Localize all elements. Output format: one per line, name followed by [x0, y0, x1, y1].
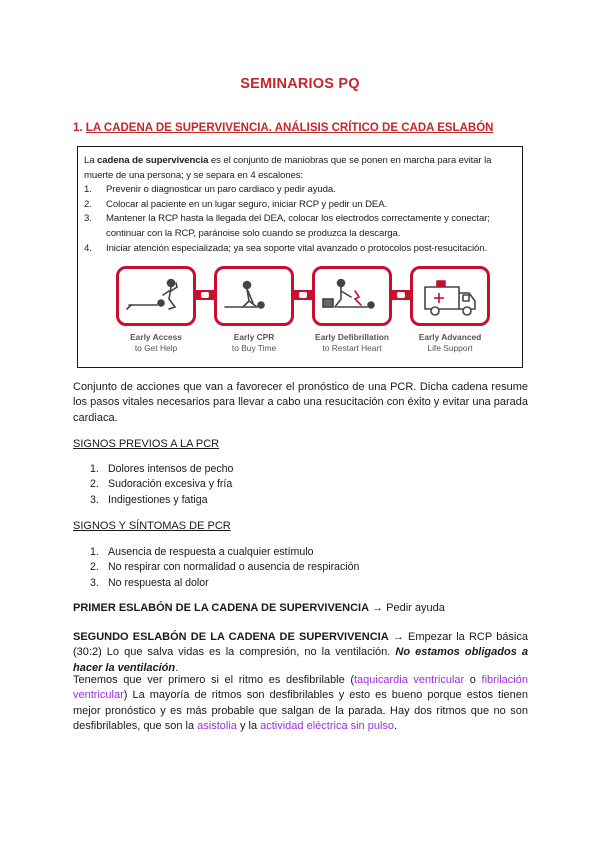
- signos-sintomas-list: [90, 545, 359, 591]
- list-item: [90, 560, 359, 575]
- step-number: 4.: [84, 242, 92, 254]
- intro-bold: cadena de supervivencia: [97, 155, 209, 166]
- highlight-taquicardia: taquicardia ventricular: [354, 674, 465, 686]
- list-text: No respuesta al dolor: [108, 576, 209, 589]
- chain-label-subtitle: to Get Help: [134, 343, 178, 353]
- figure-step: [84, 198, 520, 213]
- signos-previos-list: [90, 462, 233, 508]
- list-number: 3.: [90, 493, 99, 506]
- section-1-title: LA CADENA DE SUPERVIVENCIA. ANÁLISIS CRÍTICO DE CADA ESLABÓN: [85, 122, 494, 134]
- list-item: [90, 576, 359, 591]
- ritmos-text: ) La mayoría de ritmos son desfibrilables y esto es bueno porque estos tienen mejor pronóstico y es más probable que salgan de la parada. Hay dos ritmos que no son desfibrilables, que son la: [73, 689, 528, 733]
- segundo-eslabon-text: → Empezar la RCP básica (30:2) Lo que salva vidas es la compresión, no la ventilación.: [73, 631, 528, 659]
- figure-step: [84, 242, 520, 257]
- primer-eslabon-title: PRIMER ESLABÓN DE LA CADENA DE SUPERVIVENCIA: [73, 602, 370, 614]
- list-number: 2.: [90, 561, 99, 574]
- chain-link-early-access: [116, 266, 196, 326]
- chain-connector: [294, 290, 312, 300]
- list-item: [90, 545, 359, 560]
- survival-chain: [116, 266, 496, 364]
- section-1-number: 1.: [73, 122, 83, 134]
- list-item: [90, 462, 233, 477]
- step-number: 1.: [84, 184, 92, 196]
- list-number: 1.: [90, 546, 99, 558]
- step-text: Iniciar atención especializada; ya sea soporte vital avanzado o protocolos post-resucitación.: [106, 242, 488, 254]
- list-text: Dolores intensos de pecho: [108, 463, 234, 475]
- defibrillator-icon: [315, 269, 389, 323]
- chain-label: [302, 332, 402, 354]
- chain-label-subtitle: Life Support: [427, 343, 473, 353]
- chain-label-subtitle: to Buy Time: [231, 343, 277, 353]
- ritmos-text: .: [394, 720, 398, 733]
- ritmos-text: Tenemos que ver primero si el ritmo es desfibrilable (: [73, 674, 354, 686]
- figure-intro: [84, 154, 520, 183]
- primer-eslabon-text: → Pedir ayuda: [369, 602, 445, 614]
- step-text: Mantener la RCP hasta la llegada del DEA, colocar los electrodos correctamente y conectar; continuar con la RCP, paránoise solo cuando se produzca la descarga.: [106, 213, 490, 239]
- ambulance-icon: [413, 269, 487, 323]
- chain-label-subtitle: to Restart Heart: [322, 343, 382, 353]
- list-item: [90, 477, 233, 492]
- highlight-fibrilacion: fibrilación ventricular: [73, 674, 528, 702]
- chain-label: [106, 332, 206, 354]
- chain-label-title: Early Defibrillation: [315, 332, 389, 342]
- chain-connector: [392, 290, 410, 300]
- cpr-icon: [217, 269, 291, 323]
- ritmos-text: o: [464, 674, 482, 686]
- chain-link-early-cpr: [214, 266, 294, 326]
- chain-label: [400, 332, 500, 354]
- highlight-asistolia: asistolia: [197, 720, 237, 733]
- figure-steps: [84, 183, 520, 256]
- figure-text: [84, 154, 520, 256]
- figure-step: [84, 212, 520, 241]
- step-text: Colocar al paciente en un lugar seguro, iniciar RCP y pedir un DEA.: [106, 198, 388, 210]
- list-text: Ausencia de respuesta a cualquier estímulo: [108, 546, 314, 558]
- signos-previos-heading: SIGNOS PREVIOS A LA PCR: [73, 438, 220, 450]
- step-text: Prevenir o diagnosticar un paro cardiaco y pedir ayuda.: [106, 184, 336, 196]
- chain-label: [204, 332, 304, 354]
- list-number: 3.: [90, 576, 99, 589]
- chain-connector: [196, 290, 214, 300]
- page-title: SEMINARIOS PQ: [240, 76, 360, 92]
- segundo-eslabon-italic: No estamos obligados a hacer la ventilación: [73, 646, 528, 674]
- section-1-heading: [73, 122, 493, 134]
- step-number: 2.: [84, 198, 92, 210]
- chain-link-early-advanced: [410, 266, 490, 326]
- ritmos-paragraph: [73, 673, 528, 735]
- primer-eslabon-line: [73, 602, 445, 614]
- list-text: Indigestiones y fatiga: [108, 493, 208, 506]
- list-number: 2.: [90, 478, 99, 491]
- chain-link-early-defibrillation: [312, 266, 392, 326]
- figure-step: [84, 183, 520, 198]
- ritmos-text: y la: [236, 720, 261, 733]
- signos-sintomas-heading: SIGNOS Y SÍNTOMAS DE PCR: [73, 520, 231, 532]
- chain-label-title: Early Advanced: [418, 332, 482, 342]
- list-number: 1.: [90, 463, 99, 475]
- intro-post: es el conjunto de maniobras que se ponen en marcha para evitar la muerte de una persona; y se separa en 4 escalones:: [84, 155, 492, 181]
- segundo-eslabon-title: SEGUNDO ESLABÓN DE LA CADENA DE SUPERVIVENCIA: [73, 631, 389, 643]
- step-number: 3.: [84, 213, 92, 225]
- chain-label-title: Early CPR: [233, 332, 275, 342]
- list-text: Sudoración excesiva y fría: [108, 478, 233, 491]
- chain-label-title: Early Access: [130, 332, 182, 342]
- segundo-eslabon-paragraph: [73, 630, 528, 676]
- intro-paragraph: Conjunto de acciones que van a favorecer el pronóstico de una PCR. Dicha cadena resume los pasos vitales necesarios para llevar a cabo una resucitación con éxito y evitar una parada cardiaca.: [73, 381, 528, 424]
- list-text: No respirar con normalidad o ausencia de respiración: [108, 561, 360, 574]
- intro-pre: La: [84, 155, 98, 166]
- person-calling-icon: [119, 269, 193, 323]
- segundo-eslabon-end: .: [175, 661, 179, 674]
- highlight-actividad-electrica: actividad eléctrica sin pulso: [260, 720, 395, 733]
- chain-of-survival-figure: [77, 146, 523, 368]
- list-item: [90, 493, 233, 508]
